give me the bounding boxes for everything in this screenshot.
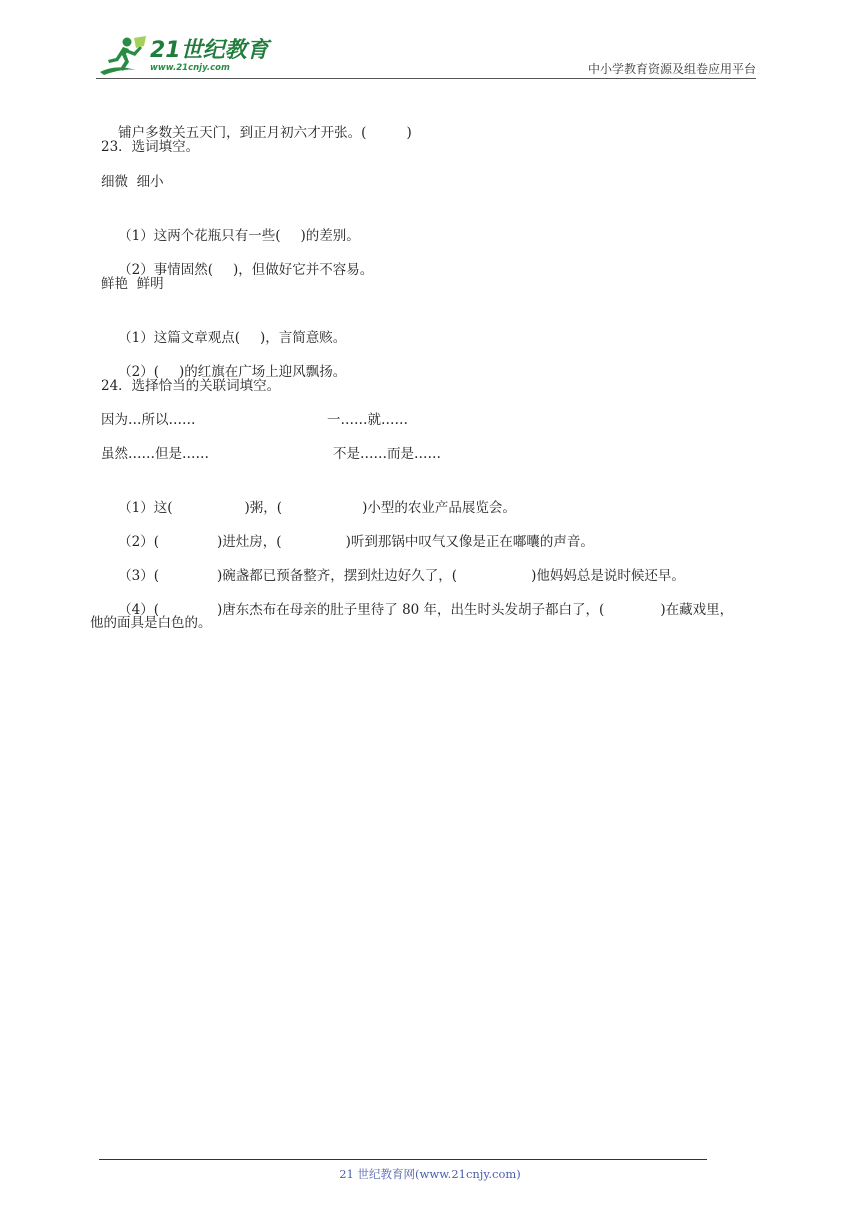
logo-title: 21世纪教育 <box>150 37 269 63</box>
question-24-item-1: （1）这( )粥，( )小型的农业产品展览会。 <box>118 500 516 516</box>
question-23-item-2: （2）事情固然( )，但做好它并不容易。 <box>118 262 374 278</box>
footer-divider <box>99 1159 707 1160</box>
word-choices-1: 细微 细小 <box>101 174 164 190</box>
question-24-item-2: （2）( )进灶房，( )听到那锅中叹气又像是正在嘟囔的声音。 <box>118 534 594 550</box>
conjunction-option: 虽然……但是…… <box>101 446 209 462</box>
question-23-item-4: （2）( )的红旗在广场上迎风飘扬。 <box>118 364 347 380</box>
text-line: 铺户多数关五天门，到正月初六才开张。( ) <box>118 125 412 141</box>
footer-site-link[interactable]: 21 世纪教育网(www.21cnjy.com) <box>339 1167 521 1181</box>
word-choices-2: 鲜艳 鲜明 <box>101 276 164 292</box>
question-24-title: 24．选择恰当的关联词填空。 <box>101 378 281 394</box>
question-24-item-3: （3）( )碗盏都已预备整齐，摆到灶边好久了，( )他妈妈总是说时候还早。 <box>118 568 685 584</box>
page-header <box>96 30 756 78</box>
conjunction-option: 一……就…… <box>327 412 408 428</box>
question-23-item-1: （1）这两个花瓶只有一些( )的差别。 <box>118 228 360 244</box>
question-24-item-4-continued: 他的面具是白色的。 <box>90 615 212 631</box>
question-23-item-3: （1）这篇文章观点( )，言简意赅。 <box>118 330 347 346</box>
running-figure-logo-icon <box>96 34 148 78</box>
question-23-title: 23．选词填空。 <box>101 139 200 155</box>
conjunction-option: 因为…所以…… <box>101 412 196 428</box>
logo-wordmark <box>150 37 269 73</box>
header-platform-name: 中小学教育资源及组卷应用平台 <box>587 62 756 76</box>
header-divider <box>96 78 756 79</box>
question-24-item-4: （4）( )唐东杰布在母亲的肚子里待了 80 年，出生时头发胡子都白了，( )在藏戏里， <box>118 602 734 618</box>
site-logo <box>96 34 269 78</box>
conjunction-option: 不是……而是…… <box>333 446 441 462</box>
logo-url: www.21cnjy.com <box>150 62 230 73</box>
